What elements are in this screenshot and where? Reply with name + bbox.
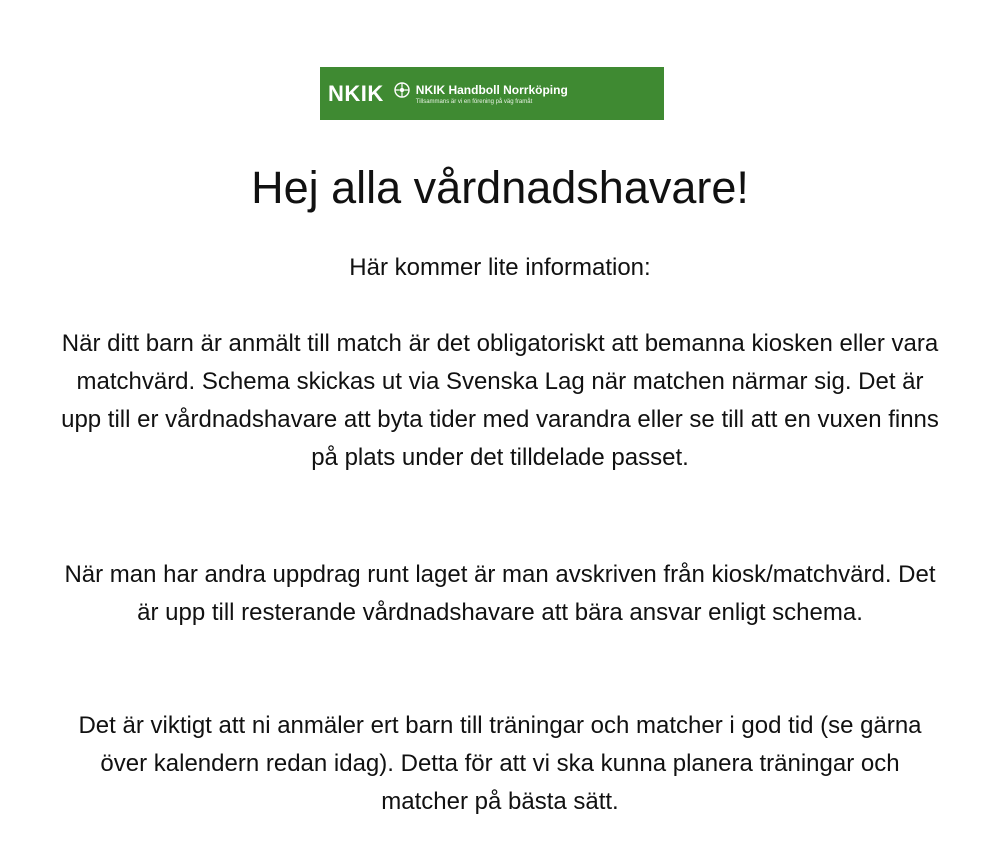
handball-icon: [394, 82, 410, 98]
club-logo-banner: [320, 67, 664, 120]
paragraph-other-duties: När man har andra uppdrag runt laget är man avskriven från kiosk/matchvärd. Det är upp till resterande vårdnadshavare att bära ansvar enligt schema.: [64, 561, 936, 626]
logo-mark: NKIK: [328, 80, 384, 106]
logo-name-row: [394, 82, 568, 98]
logo-tagline: Tillsammans är vi en förening på väg framåt: [415, 99, 533, 105]
intro-text: Här kommer lite information:: [349, 254, 651, 281]
page-heading: Hej alla vårdnadshavare!: [251, 162, 749, 213]
logo-club-name: NKIK Handboll Norrköping: [415, 83, 568, 97]
logo-text: [394, 82, 568, 105]
paragraph-match-duty: När ditt barn är anmält till match är det obligatoriskt att bemanna kiosken eller vara matchvärd. Schema skickas ut via Svenska Lag när matchen närmar sig. Det är upp till er vårdnadshavare att byta tider med varandra eller se till att en vuxen finns på plats under det tilldelade passet.: [61, 330, 939, 471]
paragraph-registration: Det är viktigt att ni anmäler ert barn till träningar och matcher i god tid (se gärna över kalendern redan idag). Detta för att vi ska kunna planera träningar och matcher på bästa sätt.: [78, 712, 922, 815]
